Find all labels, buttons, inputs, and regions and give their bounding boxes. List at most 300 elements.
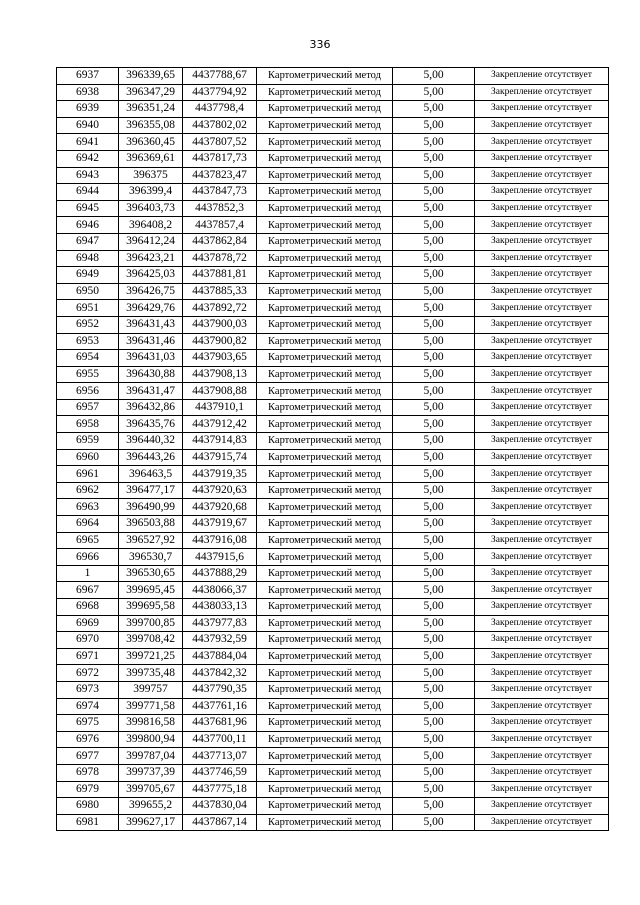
table-row bbox=[57, 433, 609, 450]
method-cell: Картометрический метод bbox=[257, 366, 393, 383]
table-row bbox=[57, 632, 609, 649]
y-coordinate-cell: 4437788,67 bbox=[183, 68, 257, 85]
point-number-cell: 6981 bbox=[57, 814, 119, 831]
point-number-cell: 6964 bbox=[57, 516, 119, 533]
accuracy-cell: 5,00 bbox=[393, 814, 475, 831]
method-cell: Картометрический метод bbox=[257, 184, 393, 201]
x-coordinate-cell: 396339,65 bbox=[119, 68, 183, 85]
x-coordinate-cell: 396355,08 bbox=[119, 117, 183, 134]
x-coordinate-cell: 399721,25 bbox=[119, 648, 183, 665]
point-number-cell: 6958 bbox=[57, 416, 119, 433]
y-coordinate-cell: 4437884,04 bbox=[183, 648, 257, 665]
table-row bbox=[57, 814, 609, 831]
table-row bbox=[57, 764, 609, 781]
accuracy-cell: 5,00 bbox=[393, 217, 475, 234]
method-cell: Картометрический метод bbox=[257, 217, 393, 234]
fixation-status-cell: Закрепление отсутствует bbox=[475, 300, 609, 317]
point-number-cell: 6945 bbox=[57, 200, 119, 217]
y-coordinate-cell: 4437802,02 bbox=[183, 117, 257, 134]
x-coordinate-cell: 396430,88 bbox=[119, 366, 183, 383]
fixation-status-cell: Закрепление отсутствует bbox=[475, 366, 609, 383]
table-row bbox=[57, 681, 609, 698]
accuracy-cell: 5,00 bbox=[393, 449, 475, 466]
fixation-status-cell: Закрепление отсутствует bbox=[475, 283, 609, 300]
table-row bbox=[57, 482, 609, 499]
y-coordinate-cell: 4437857,4 bbox=[183, 217, 257, 234]
point-number-cell: 6969 bbox=[57, 615, 119, 632]
accuracy-cell: 5,00 bbox=[393, 715, 475, 732]
fixation-status-cell: Закрепление отсутствует bbox=[475, 516, 609, 533]
x-coordinate-cell: 399627,17 bbox=[119, 814, 183, 831]
table-row bbox=[57, 184, 609, 201]
x-coordinate-cell: 396431,43 bbox=[119, 316, 183, 333]
y-coordinate-cell: 4437794,92 bbox=[183, 84, 257, 101]
accuracy-cell: 5,00 bbox=[393, 350, 475, 367]
y-coordinate-cell: 4437920,63 bbox=[183, 482, 257, 499]
fixation-status-cell: Закрепление отсутствует bbox=[475, 798, 609, 815]
accuracy-cell: 5,00 bbox=[393, 632, 475, 649]
point-number-cell: 6952 bbox=[57, 316, 119, 333]
table-row bbox=[57, 781, 609, 798]
fixation-status-cell: Закрепление отсутствует bbox=[475, 731, 609, 748]
x-coordinate-cell: 396423,21 bbox=[119, 250, 183, 267]
table-row bbox=[57, 748, 609, 765]
x-coordinate-cell: 396443,26 bbox=[119, 449, 183, 466]
point-number-cell: 6948 bbox=[57, 250, 119, 267]
method-cell: Картометрический метод bbox=[257, 316, 393, 333]
fixation-status-cell: Закрепление отсутствует bbox=[475, 781, 609, 798]
fixation-status-cell: Закрепление отсутствует bbox=[475, 117, 609, 134]
x-coordinate-cell: 396463,5 bbox=[119, 466, 183, 483]
accuracy-cell: 5,00 bbox=[393, 798, 475, 815]
accuracy-cell: 5,00 bbox=[393, 267, 475, 284]
x-coordinate-cell: 396431,03 bbox=[119, 350, 183, 367]
y-coordinate-cell: 4437807,52 bbox=[183, 134, 257, 151]
method-cell: Картометрический метод bbox=[257, 731, 393, 748]
accuracy-cell: 5,00 bbox=[393, 250, 475, 267]
point-number-cell: 6968 bbox=[57, 599, 119, 616]
table-row bbox=[57, 200, 609, 217]
point-number-cell: 6966 bbox=[57, 549, 119, 566]
table-row bbox=[57, 565, 609, 582]
fixation-status-cell: Закрепление отсутствует bbox=[475, 665, 609, 682]
y-coordinate-cell: 4438033,13 bbox=[183, 599, 257, 616]
x-coordinate-cell: 396431,47 bbox=[119, 383, 183, 400]
table-row bbox=[57, 532, 609, 549]
accuracy-cell: 5,00 bbox=[393, 333, 475, 350]
point-number-cell: 6946 bbox=[57, 217, 119, 234]
x-coordinate-cell: 396429,76 bbox=[119, 300, 183, 317]
accuracy-cell: 5,00 bbox=[393, 764, 475, 781]
x-coordinate-cell: 396369,61 bbox=[119, 150, 183, 167]
y-coordinate-cell: 4437842,32 bbox=[183, 665, 257, 682]
fixation-status-cell: Закрепление отсутствует bbox=[475, 449, 609, 466]
y-coordinate-cell: 4437761,16 bbox=[183, 698, 257, 715]
method-cell: Картометрический метод bbox=[257, 383, 393, 400]
fixation-status-cell: Закрепление отсутствует bbox=[475, 549, 609, 566]
accuracy-cell: 5,00 bbox=[393, 698, 475, 715]
y-coordinate-cell: 4437798,4 bbox=[183, 101, 257, 118]
fixation-status-cell: Закрепление отсутствует bbox=[475, 217, 609, 234]
x-coordinate-cell: 399705,67 bbox=[119, 781, 183, 798]
coordinates-table bbox=[56, 67, 609, 831]
accuracy-cell: 5,00 bbox=[393, 300, 475, 317]
table-row bbox=[57, 84, 609, 101]
accuracy-cell: 5,00 bbox=[393, 499, 475, 516]
table-row bbox=[57, 549, 609, 566]
x-coordinate-cell: 396426,75 bbox=[119, 283, 183, 300]
accuracy-cell: 5,00 bbox=[393, 101, 475, 118]
method-cell: Картометрический метод bbox=[257, 781, 393, 798]
x-coordinate-cell: 399695,45 bbox=[119, 582, 183, 599]
method-cell: Картометрический метод bbox=[257, 648, 393, 665]
table-row bbox=[57, 267, 609, 284]
x-coordinate-cell: 399787,04 bbox=[119, 748, 183, 765]
table-row bbox=[57, 350, 609, 367]
accuracy-cell: 5,00 bbox=[393, 383, 475, 400]
method-cell: Картометрический метод bbox=[257, 798, 393, 815]
accuracy-cell: 5,00 bbox=[393, 283, 475, 300]
method-cell: Картометрический метод bbox=[257, 416, 393, 433]
page-number: 336 bbox=[309, 38, 331, 51]
method-cell: Картометрический метод bbox=[257, 582, 393, 599]
table-row bbox=[57, 134, 609, 151]
fixation-status-cell: Закрепление отсутствует bbox=[475, 814, 609, 831]
fixation-status-cell: Закрепление отсутствует bbox=[475, 267, 609, 284]
y-coordinate-cell: 4438066,37 bbox=[183, 582, 257, 599]
point-number-cell: 6960 bbox=[57, 449, 119, 466]
point-number-cell: 6943 bbox=[57, 167, 119, 184]
x-coordinate-cell: 396425,03 bbox=[119, 267, 183, 284]
point-number-cell: 6976 bbox=[57, 731, 119, 748]
method-cell: Картометрический метод bbox=[257, 233, 393, 250]
table-row bbox=[57, 366, 609, 383]
accuracy-cell: 5,00 bbox=[393, 615, 475, 632]
y-coordinate-cell: 4437932,59 bbox=[183, 632, 257, 649]
table-row bbox=[57, 499, 609, 516]
accuracy-cell: 5,00 bbox=[393, 416, 475, 433]
point-number-cell: 6974 bbox=[57, 698, 119, 715]
table-row bbox=[57, 648, 609, 665]
x-coordinate-cell: 399737,39 bbox=[119, 764, 183, 781]
method-cell: Картометрический метод bbox=[257, 764, 393, 781]
x-coordinate-cell: 399816,58 bbox=[119, 715, 183, 732]
fixation-status-cell: Закрепление отсутствует bbox=[475, 532, 609, 549]
point-number-cell: 6937 bbox=[57, 68, 119, 85]
accuracy-cell: 5,00 bbox=[393, 516, 475, 533]
y-coordinate-cell: 4437885,33 bbox=[183, 283, 257, 300]
accuracy-cell: 5,00 bbox=[393, 466, 475, 483]
point-number-cell: 6971 bbox=[57, 648, 119, 665]
table-row bbox=[57, 101, 609, 118]
method-cell: Картометрический метод bbox=[257, 101, 393, 118]
x-coordinate-cell: 396530,65 bbox=[119, 565, 183, 582]
fixation-status-cell: Закрепление отсутствует bbox=[475, 350, 609, 367]
y-coordinate-cell: 4437919,35 bbox=[183, 466, 257, 483]
accuracy-cell: 5,00 bbox=[393, 167, 475, 184]
fixation-status-cell: Закрепление отсутствует bbox=[475, 383, 609, 400]
method-cell: Картометрический метод bbox=[257, 68, 393, 85]
fixation-status-cell: Закрепление отсутствует bbox=[475, 482, 609, 499]
x-coordinate-cell: 396477,17 bbox=[119, 482, 183, 499]
accuracy-cell: 5,00 bbox=[393, 748, 475, 765]
fixation-status-cell: Закрепление отсутствует bbox=[475, 399, 609, 416]
x-coordinate-cell: 396412,24 bbox=[119, 233, 183, 250]
point-number-cell: 6967 bbox=[57, 582, 119, 599]
method-cell: Картометрический метод bbox=[257, 267, 393, 284]
method-cell: Картометрический метод bbox=[257, 565, 393, 582]
y-coordinate-cell: 4437910,1 bbox=[183, 399, 257, 416]
method-cell: Картометрический метод bbox=[257, 814, 393, 831]
y-coordinate-cell: 4437830,04 bbox=[183, 798, 257, 815]
fixation-status-cell: Закрепление отсутствует bbox=[475, 632, 609, 649]
method-cell: Картометрический метод bbox=[257, 681, 393, 698]
point-number-cell: 6978 bbox=[57, 764, 119, 781]
method-cell: Картометрический метод bbox=[257, 698, 393, 715]
point-number-cell: 6947 bbox=[57, 233, 119, 250]
y-coordinate-cell: 4437746,59 bbox=[183, 764, 257, 781]
table-row bbox=[57, 599, 609, 616]
y-coordinate-cell: 4437919,67 bbox=[183, 516, 257, 533]
method-cell: Картометрический метод bbox=[257, 399, 393, 416]
point-number-cell: 6980 bbox=[57, 798, 119, 815]
y-coordinate-cell: 4437920,68 bbox=[183, 499, 257, 516]
fixation-status-cell: Закрепление отсутствует bbox=[475, 333, 609, 350]
fixation-status-cell: Закрепление отсутствует bbox=[475, 184, 609, 201]
method-cell: Картометрический метод bbox=[257, 150, 393, 167]
method-cell: Картометрический метод bbox=[257, 167, 393, 184]
point-number-cell: 6965 bbox=[57, 532, 119, 549]
accuracy-cell: 5,00 bbox=[393, 532, 475, 549]
x-coordinate-cell: 399708,42 bbox=[119, 632, 183, 649]
y-coordinate-cell: 4437862,84 bbox=[183, 233, 257, 250]
fixation-status-cell: Закрепление отсутствует bbox=[475, 433, 609, 450]
y-coordinate-cell: 4437713,07 bbox=[183, 748, 257, 765]
table-row bbox=[57, 167, 609, 184]
method-cell: Картометрический метод bbox=[257, 250, 393, 267]
y-coordinate-cell: 4437852,3 bbox=[183, 200, 257, 217]
fixation-status-cell: Закрепление отсутствует bbox=[475, 681, 609, 698]
x-coordinate-cell: 396530,7 bbox=[119, 549, 183, 566]
accuracy-cell: 5,00 bbox=[393, 648, 475, 665]
accuracy-cell: 5,00 bbox=[393, 565, 475, 582]
table-row bbox=[57, 250, 609, 267]
y-coordinate-cell: 4437912,42 bbox=[183, 416, 257, 433]
table-row bbox=[57, 798, 609, 815]
accuracy-cell: 5,00 bbox=[393, 233, 475, 250]
fixation-status-cell: Закрепление отсутствует bbox=[475, 764, 609, 781]
y-coordinate-cell: 4437847,73 bbox=[183, 184, 257, 201]
table-body bbox=[57, 68, 609, 831]
fixation-status-cell: Закрепление отсутствует bbox=[475, 582, 609, 599]
method-cell: Картометрический метод bbox=[257, 84, 393, 101]
method-cell: Картометрический метод bbox=[257, 532, 393, 549]
fixation-status-cell: Закрепление отсутствует bbox=[475, 316, 609, 333]
x-coordinate-cell: 396375 bbox=[119, 167, 183, 184]
table-row bbox=[57, 217, 609, 234]
fixation-status-cell: Закрепление отсутствует bbox=[475, 565, 609, 582]
table-row bbox=[57, 233, 609, 250]
y-coordinate-cell: 4437915,74 bbox=[183, 449, 257, 466]
fixation-status-cell: Закрепление отсутствует bbox=[475, 698, 609, 715]
fixation-status-cell: Закрепление отсутствует bbox=[475, 68, 609, 85]
accuracy-cell: 5,00 bbox=[393, 68, 475, 85]
point-number-cell: 6973 bbox=[57, 681, 119, 698]
fixation-status-cell: Закрепление отсутствует bbox=[475, 416, 609, 433]
y-coordinate-cell: 4437881,81 bbox=[183, 267, 257, 284]
y-coordinate-cell: 4437916,08 bbox=[183, 532, 257, 549]
y-coordinate-cell: 4437908,13 bbox=[183, 366, 257, 383]
y-coordinate-cell: 4437775,18 bbox=[183, 781, 257, 798]
method-cell: Картометрический метод bbox=[257, 449, 393, 466]
table-row bbox=[57, 466, 609, 483]
point-number-cell: 6959 bbox=[57, 433, 119, 450]
x-coordinate-cell: 399771,58 bbox=[119, 698, 183, 715]
y-coordinate-cell: 4437892,72 bbox=[183, 300, 257, 317]
accuracy-cell: 5,00 bbox=[393, 134, 475, 151]
x-coordinate-cell: 399757 bbox=[119, 681, 183, 698]
y-coordinate-cell: 4437790,35 bbox=[183, 681, 257, 698]
y-coordinate-cell: 4437914,83 bbox=[183, 433, 257, 450]
point-number-cell: 6944 bbox=[57, 184, 119, 201]
method-cell: Картометрический метод bbox=[257, 715, 393, 732]
point-number-cell: 6940 bbox=[57, 117, 119, 134]
table-row bbox=[57, 283, 609, 300]
y-coordinate-cell: 4437681,96 bbox=[183, 715, 257, 732]
fixation-status-cell: Закрепление отсутствует bbox=[475, 134, 609, 151]
method-cell: Картометрический метод bbox=[257, 599, 393, 616]
fixation-status-cell: Закрепление отсутствует bbox=[475, 84, 609, 101]
x-coordinate-cell: 396527,92 bbox=[119, 532, 183, 549]
y-coordinate-cell: 4437915,6 bbox=[183, 549, 257, 566]
point-number-cell: 6977 bbox=[57, 748, 119, 765]
table-row bbox=[57, 399, 609, 416]
table-row bbox=[57, 516, 609, 533]
fixation-status-cell: Закрепление отсутствует bbox=[475, 466, 609, 483]
point-number-cell: 6956 bbox=[57, 383, 119, 400]
table-row bbox=[57, 333, 609, 350]
point-number-cell: 6975 bbox=[57, 715, 119, 732]
fixation-status-cell: Закрепление отсутствует bbox=[475, 715, 609, 732]
y-coordinate-cell: 4437903,65 bbox=[183, 350, 257, 367]
accuracy-cell: 5,00 bbox=[393, 399, 475, 416]
y-coordinate-cell: 4437700,11 bbox=[183, 731, 257, 748]
y-coordinate-cell: 4437908,88 bbox=[183, 383, 257, 400]
table-row bbox=[57, 150, 609, 167]
method-cell: Картометрический метод bbox=[257, 333, 393, 350]
point-number-cell: 6961 bbox=[57, 466, 119, 483]
y-coordinate-cell: 4437900,82 bbox=[183, 333, 257, 350]
method-cell: Картометрический метод bbox=[257, 748, 393, 765]
point-number-cell: 6957 bbox=[57, 399, 119, 416]
x-coordinate-cell: 399655,2 bbox=[119, 798, 183, 815]
x-coordinate-cell: 396408,2 bbox=[119, 217, 183, 234]
table-row bbox=[57, 383, 609, 400]
fixation-status-cell: Закрепление отсутствует bbox=[475, 167, 609, 184]
accuracy-cell: 5,00 bbox=[393, 433, 475, 450]
method-cell: Картометрический метод bbox=[257, 200, 393, 217]
method-cell: Картометрический метод bbox=[257, 466, 393, 483]
fixation-status-cell: Закрепление отсутствует bbox=[475, 648, 609, 665]
y-coordinate-cell: 4437867,14 bbox=[183, 814, 257, 831]
x-coordinate-cell: 399735,48 bbox=[119, 665, 183, 682]
method-cell: Картометрический метод bbox=[257, 516, 393, 533]
accuracy-cell: 5,00 bbox=[393, 184, 475, 201]
x-coordinate-cell: 396440,32 bbox=[119, 433, 183, 450]
method-cell: Картометрический метод bbox=[257, 482, 393, 499]
accuracy-cell: 5,00 bbox=[393, 316, 475, 333]
method-cell: Картометрический метод bbox=[257, 350, 393, 367]
accuracy-cell: 5,00 bbox=[393, 150, 475, 167]
table-row bbox=[57, 300, 609, 317]
x-coordinate-cell: 396347,29 bbox=[119, 84, 183, 101]
fixation-status-cell: Закрепление отсутствует bbox=[475, 200, 609, 217]
x-coordinate-cell: 396399,4 bbox=[119, 184, 183, 201]
fixation-status-cell: Закрепление отсутствует bbox=[475, 499, 609, 516]
accuracy-cell: 5,00 bbox=[393, 84, 475, 101]
accuracy-cell: 5,00 bbox=[393, 117, 475, 134]
accuracy-cell: 5,00 bbox=[393, 482, 475, 499]
point-number-cell: 6954 bbox=[57, 350, 119, 367]
x-coordinate-cell: 396351,24 bbox=[119, 101, 183, 118]
method-cell: Картометрический метод bbox=[257, 665, 393, 682]
table-row bbox=[57, 117, 609, 134]
x-coordinate-cell: 396360,45 bbox=[119, 134, 183, 151]
method-cell: Картометрический метод bbox=[257, 134, 393, 151]
accuracy-cell: 5,00 bbox=[393, 681, 475, 698]
x-coordinate-cell: 396503,88 bbox=[119, 516, 183, 533]
x-coordinate-cell: 396431,46 bbox=[119, 333, 183, 350]
method-cell: Картометрический метод bbox=[257, 632, 393, 649]
table-row bbox=[57, 665, 609, 682]
fixation-status-cell: Закрепление отсутствует bbox=[475, 748, 609, 765]
table-row bbox=[57, 731, 609, 748]
table-row bbox=[57, 582, 609, 599]
x-coordinate-cell: 396432,86 bbox=[119, 399, 183, 416]
method-cell: Картометрический метод bbox=[257, 549, 393, 566]
table-row bbox=[57, 316, 609, 333]
point-number-cell: 6955 bbox=[57, 366, 119, 383]
table-row bbox=[57, 615, 609, 632]
fixation-status-cell: Закрепление отсутствует bbox=[475, 233, 609, 250]
table-row bbox=[57, 715, 609, 732]
table-row bbox=[57, 449, 609, 466]
y-coordinate-cell: 4437817,73 bbox=[183, 150, 257, 167]
x-coordinate-cell: 396490,99 bbox=[119, 499, 183, 516]
fixation-status-cell: Закрепление отсутствует bbox=[475, 101, 609, 118]
fixation-status-cell: Закрепление отсутствует bbox=[475, 599, 609, 616]
table-row bbox=[57, 698, 609, 715]
y-coordinate-cell: 4437888,29 bbox=[183, 565, 257, 582]
point-number-cell: 6953 bbox=[57, 333, 119, 350]
point-number-cell: 6970 bbox=[57, 632, 119, 649]
method-cell: Картометрический метод bbox=[257, 433, 393, 450]
accuracy-cell: 5,00 bbox=[393, 781, 475, 798]
method-cell: Картометрический метод bbox=[257, 300, 393, 317]
fixation-status-cell: Закрепление отсутствует bbox=[475, 615, 609, 632]
accuracy-cell: 5,00 bbox=[393, 200, 475, 217]
accuracy-cell: 5,00 bbox=[393, 665, 475, 682]
point-number-cell: 6951 bbox=[57, 300, 119, 317]
point-number-cell: 6962 bbox=[57, 482, 119, 499]
accuracy-cell: 5,00 bbox=[393, 549, 475, 566]
method-cell: Картометрический метод bbox=[257, 117, 393, 134]
accuracy-cell: 5,00 bbox=[393, 599, 475, 616]
point-number-cell: 6939 bbox=[57, 101, 119, 118]
x-coordinate-cell: 396403,73 bbox=[119, 200, 183, 217]
accuracy-cell: 5,00 bbox=[393, 582, 475, 599]
accuracy-cell: 5,00 bbox=[393, 366, 475, 383]
